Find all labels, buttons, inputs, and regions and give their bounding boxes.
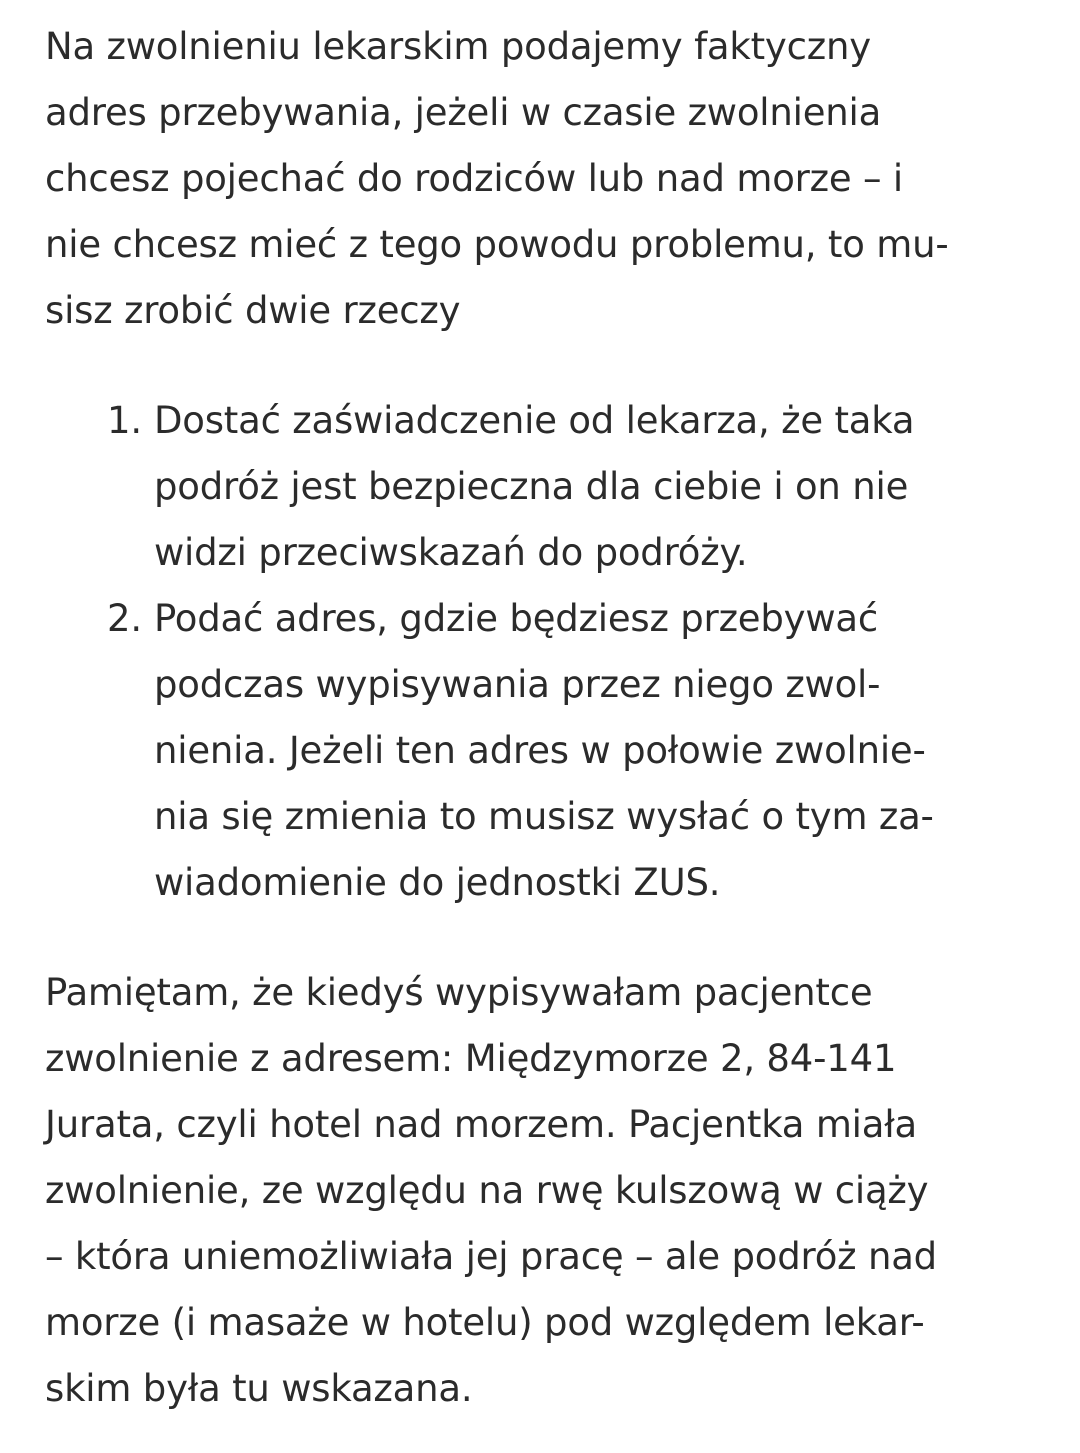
text-line: skim była tu wskazana. xyxy=(45,1367,473,1410)
text-line: sisz zrobić dwie rzeczy xyxy=(45,289,461,332)
numbered-list xyxy=(45,388,1045,916)
text-line: podróż jest bezpieczna dla ciebie i on nie xyxy=(154,465,909,508)
text-line: Podać adres, gdzie będziesz przebywać xyxy=(154,597,879,640)
text-line: Pamiętam, że kiedyś wypisywałam pacjentce xyxy=(45,971,873,1014)
text-line: nie chcesz mieć z tego powodu problemu, to mu- xyxy=(45,223,949,266)
text-line: adres przebywania, jeżeli w czasie zwolnienia xyxy=(45,91,882,134)
text-line: podczas wypisywania przez niego zwol- xyxy=(154,663,881,706)
anecdote-paragraph xyxy=(45,960,1045,1422)
text-line: zwolnienie, ze względu na rwę kulszową w ciąży xyxy=(45,1169,929,1212)
intro-paragraph xyxy=(45,14,1045,344)
text-line: nia się zmienia to musisz wysłać o tym za- xyxy=(154,795,934,838)
text-line: zwolnienie z adresem: Międzymorze 2, 84-141 xyxy=(45,1037,897,1080)
text-line: widzi przeciwskazań do podróży. xyxy=(154,531,748,574)
text-line: – która uniemożliwiała jej pracę – ale podróż nad xyxy=(45,1235,937,1278)
text-line: nienia. Jeżeli ten adres w połowie zwolnie- xyxy=(154,729,926,772)
text-line: Jurata, czyli hotel nad morzem. Pacjentka miała xyxy=(45,1103,918,1146)
text-line: wiadomienie do jednostki ZUS. xyxy=(154,861,721,904)
text-line: chcesz pojechać do rodziców lub nad morze – i xyxy=(45,157,903,200)
list-item xyxy=(45,388,1045,586)
list-item xyxy=(45,586,1045,916)
text-line: morze (i masaże w hotelu) pod względem lekar- xyxy=(45,1301,925,1344)
text-line: Dostać zaświadczenie od lekarza, że taka xyxy=(154,399,915,442)
list-item-number: 1. xyxy=(107,399,142,442)
text-line: Na zwolnieniu lekarskim podajemy faktyczny xyxy=(45,25,871,68)
article-body xyxy=(45,14,1045,1422)
list-item-number: 2. xyxy=(107,597,142,640)
